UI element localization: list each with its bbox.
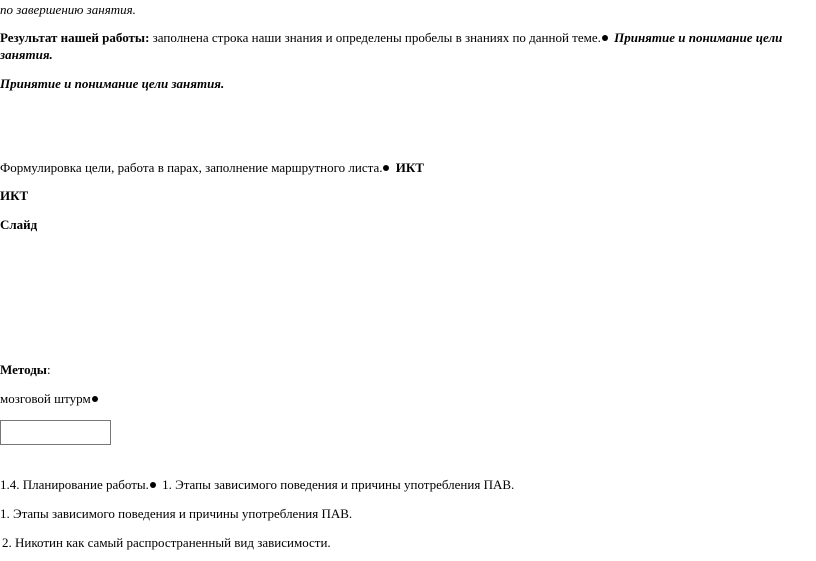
planning-text: 1.4. Планирование работы. [0, 477, 149, 492]
goal-heading: Принятие и понимание цели занятия. [0, 76, 225, 91]
stages-inline: 1. Этапы зависимого поведения и причины употребления ПАВ. [158, 477, 515, 492]
brainstorm-line [0, 391, 101, 407]
stages-line: 1. Этапы зависимого поведения и причины употребления ПАВ. [0, 506, 353, 521]
brainstorm-text: мозговой штурм [0, 391, 91, 406]
empty-text-box[interactable] [0, 420, 111, 445]
ikt-inline: ИКТ [392, 160, 424, 175]
methods-line: Методы: [0, 362, 51, 377]
methods-label: Методы [0, 362, 47, 377]
result-line [0, 30, 782, 46]
goal-text-part: Принятие и понимание цели [610, 30, 783, 45]
ikt-heading: ИКТ [0, 188, 29, 203]
text-line-completion: по завершению занятия. [0, 2, 136, 17]
planning-line [0, 477, 514, 493]
bullet-icon [150, 482, 156, 488]
bullet-icon [92, 396, 98, 402]
formulation-text: Формулировка цели, работа в парах, заполнение маршрутного листа. [0, 160, 383, 175]
bullet-icon [383, 165, 389, 171]
result-label: Результат нашей работы: [0, 30, 150, 45]
bullet-icon [602, 35, 608, 41]
nicotine-line: 2. Никотин как самый распространенный вид зависимости. [2, 535, 331, 550]
formulation-line [0, 160, 424, 176]
slide-heading: Слайд [0, 217, 38, 232]
result-text: заполнена строка наши знания и определены пробелы в знаниях по данной теме. [149, 30, 601, 45]
goal-text-continuation: занятия. [0, 47, 53, 62]
